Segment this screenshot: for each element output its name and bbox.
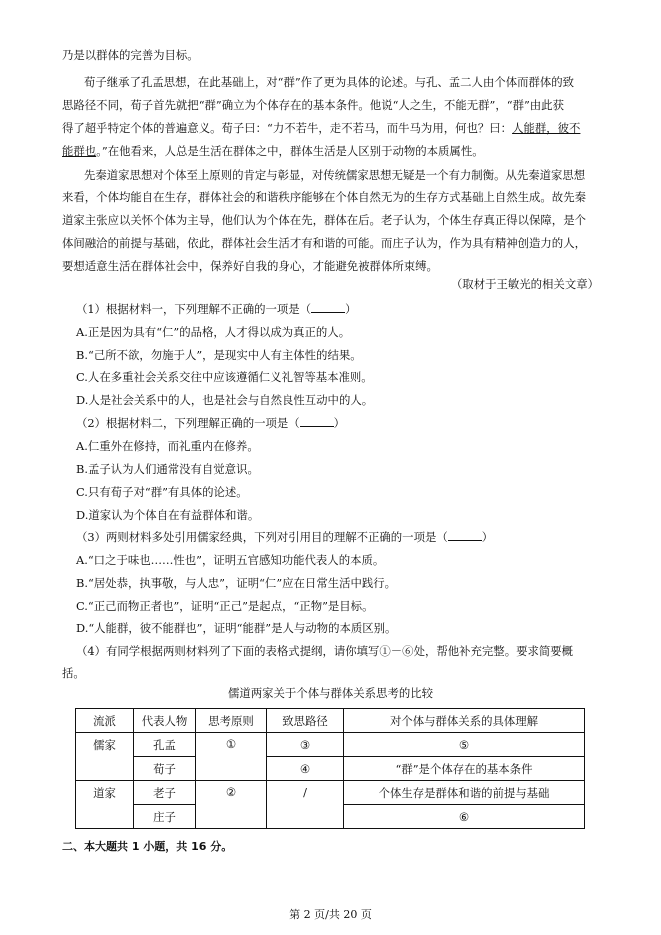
- source-attribution: （取材于王敏光的相关文章）: [450, 277, 599, 291]
- option: D.人是社会关系中的人，也是社会与自然良性互动中的人。: [76, 393, 374, 407]
- table-cell-blank-3[interactable]: ③: [267, 733, 344, 757]
- passage-line: 道家主张应以关怀个体为主导，他们认为个体在先，群体在后。老子认为，个体生存真正得以保障，是个: [62, 213, 586, 227]
- option: D.道家认为个体自在有益群体和谐。: [76, 508, 260, 522]
- passage-text: 。”在他看来，人总是生活在群体之中，群体生活是人区别于动物的本质属性。: [96, 144, 484, 158]
- passage-line: 先秦道家思想对个体至上原则的肯定与彰显，对传统儒家思想无疑是一个有力制衡。从先秦道家思想: [84, 168, 586, 182]
- table-header: 思考原则: [196, 709, 267, 733]
- table-cell-understanding: “群”是个体存在的基本条件: [344, 757, 585, 781]
- section-heading: 二、本大题共 1 小题，共 16 分。: [62, 840, 233, 853]
- table-header: 代表人物: [134, 709, 196, 733]
- table-header: 对个体与群体关系的具体理解: [344, 709, 585, 733]
- table-header: 流派: [76, 709, 134, 733]
- question-text: （1）根据材料一，下列理解不正确的一项是（: [76, 302, 312, 316]
- table-cell-person: 荀子: [134, 757, 196, 781]
- table-cell-school: 儒家: [76, 733, 134, 781]
- answer-blank[interactable]: [448, 530, 482, 541]
- option: B.孟子认为人们通常没有自觉意识。: [76, 462, 259, 476]
- passage-line: 要想适意生活在群体社会中，保养好自我的身心，才能避免被群体所束缚。: [62, 259, 438, 273]
- comparison-table: [75, 708, 585, 829]
- table-cell-person: 庄子: [134, 805, 196, 829]
- underlined-quote: 能群也: [62, 144, 97, 158]
- table-cell-blank-4[interactable]: ④: [267, 757, 344, 781]
- question-4-stem: （4）有同学根据两则材料列了下面的表格式提纲，请你填写①－⑥处，帮他补充完整。要求简要概: [76, 644, 574, 658]
- option: D.“人能群，彼不能群也”，证明“能群”是人与动物的本质区别。: [76, 621, 397, 635]
- option: B.“居处恭，执事敬，与人忠”，证明“仁”应在日常生活中践行。: [76, 576, 397, 590]
- option: B.“己所不欲，勿施于人”，是现实中人有主体性的结果。: [76, 348, 362, 362]
- page-footer: 第 2 页/共 20 页: [289, 908, 372, 921]
- passage-line: [62, 143, 484, 159]
- passage-text: 得了超乎特定个体的普遍意义。荀子曰：“力不若牛，走不若马，而牛马为用，何也？曰：: [62, 121, 513, 135]
- table-cell-blank-6[interactable]: ⑥: [344, 805, 585, 829]
- passage-line: 荀子继承了孔孟思想，在此基础上，对“群”作了更为具体的论述。与孔、孟二人由个体而群体的致: [84, 75, 575, 89]
- passage-line: 思路径不同，荀子首先就把“群”确立为个体存在的基本条件。他说“人之生，不能无群”，“群”由此获: [62, 98, 564, 112]
- option: A.仁重外在修持，而礼重内在修养。: [76, 439, 259, 453]
- answer-blank[interactable]: [300, 416, 334, 427]
- passage-line: 来看，个体均能自在生存，群体社会的和谐秩序能够在个体自然无为的生存方式基础上自然生成。故先秦: [62, 190, 586, 204]
- question-text: ）: [345, 302, 357, 316]
- table-cell-school: 道家: [76, 781, 134, 829]
- question-text: （3）两则材料多处引用儒家经典，下列对引用目的理解不正确的一项是（: [76, 530, 448, 544]
- question-text: ）: [481, 530, 494, 544]
- question-1-stem: [76, 301, 356, 317]
- option: A.“口之于味也……性也”，证明五官感知功能代表人的本质。: [76, 553, 385, 567]
- table-row: [76, 733, 585, 757]
- passage-line: 体间融洽的前提与基础，依此，群体社会生活才有和谐的可能。而庄子认为，作为具有精神创造力的人，: [62, 236, 586, 250]
- table-caption: 儒道两家关于个体与群体关系思考的比较: [227, 686, 434, 700]
- question-4-stem-cont: 括。: [62, 666, 85, 680]
- table-cell-person: 老子: [134, 781, 196, 805]
- option: C.只有荀子对“群”有具体的论述。: [76, 485, 248, 499]
- underlined-quote: 人能群，彼不: [512, 121, 581, 135]
- option: C.“正己而物正者也”，证明“正己”是起点，“正物”是目标。: [76, 599, 374, 613]
- question-2-stem: [76, 415, 345, 431]
- table-cell-blank-5[interactable]: ⑤: [344, 733, 585, 757]
- table-header-row: [76, 709, 585, 733]
- table-cell-blank-2[interactable]: ②: [196, 781, 267, 829]
- table-cell-path: /: [267, 781, 344, 829]
- option: A.正是因为具有“仁”的品格，人才得以成为真正的人。: [76, 325, 351, 339]
- question-text: （2）根据材料二，下列理解正确的一项是（: [76, 416, 300, 430]
- table-cell-understanding: 个体生存是群体和谐的前提与基础: [344, 781, 585, 805]
- table-cell-blank-1[interactable]: ①: [196, 733, 267, 781]
- question-text: ）: [333, 416, 346, 430]
- passage-line: [62, 120, 580, 136]
- answer-blank[interactable]: [311, 302, 345, 313]
- question-3-stem: [76, 529, 493, 545]
- option: C.人在多重社会关系交往中应该遵循仁义礼智等基本准则。: [76, 370, 373, 384]
- table-header: 致思路径: [267, 709, 344, 733]
- table-row: [76, 781, 585, 805]
- passage-line: 乃是以群体的完善为目标。: [62, 48, 199, 62]
- table-row: [76, 757, 585, 781]
- table-cell-person: 孔孟: [134, 733, 196, 757]
